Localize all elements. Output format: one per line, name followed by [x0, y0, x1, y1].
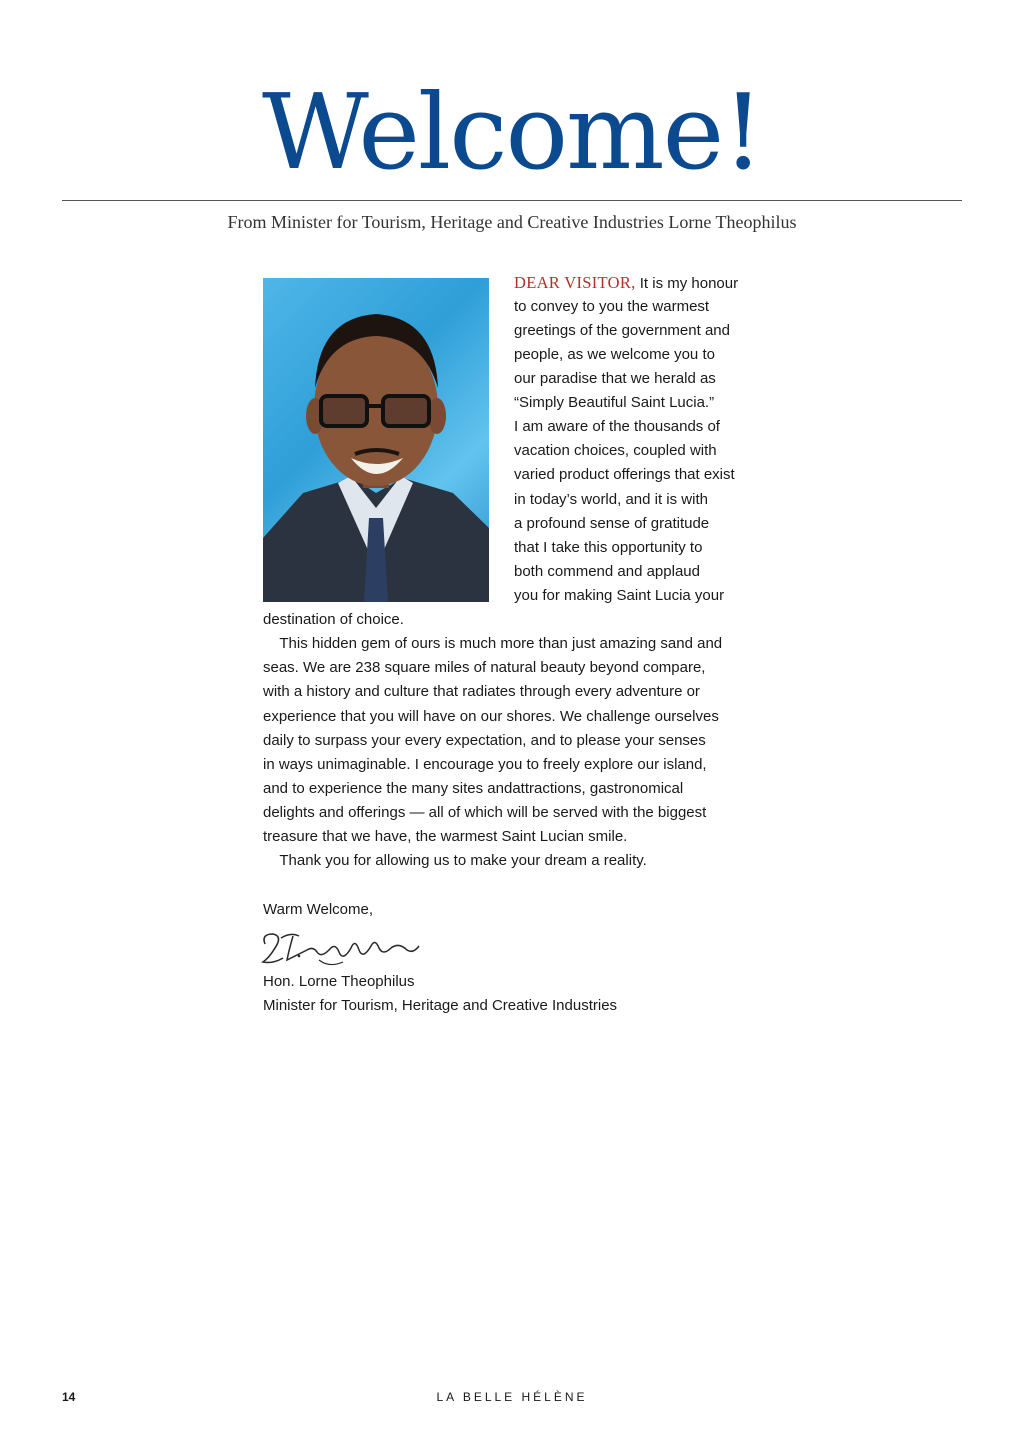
letter-line: both commend and applaud [514, 563, 700, 580]
letter-line: experience that you will have on our shores. We challenge ourselves [263, 708, 719, 725]
letter-line: with a history and culture that radiates through every adventure or [263, 683, 700, 700]
page-title: Welcome! [261, 71, 763, 193]
closing: Warm Welcome, [263, 901, 374, 918]
letter-line: varied product offerings that exist [514, 466, 735, 483]
signatory-title: Minister for Tourism, Heritage and Creative Industries [263, 997, 618, 1014]
salutation: DEAR VISITOR, [514, 273, 636, 292]
minister-portrait [263, 278, 489, 602]
page-number: 14 [62, 1390, 76, 1404]
letter-line: to convey to you the warmest [514, 298, 710, 315]
letter-line-text: It is my honour [635, 275, 739, 292]
letter-line: you for making Saint Lucia your [514, 587, 725, 604]
signatory-name: Hon. Lorne Theophilus [263, 973, 415, 990]
letter-line: “Simply Beautiful Saint Lucia.” [514, 394, 715, 411]
letter-line: our paradise that we herald as [514, 370, 716, 387]
letter-line: destination of choice. [263, 611, 404, 628]
letter-line: and to experience the many sites andattractions, gastronomical [263, 780, 684, 797]
letter-line: a profound sense of gratitude [514, 515, 710, 532]
signature-image [259, 928, 423, 970]
letter-line: Thank you for allowing us to make your dream a reality. [263, 852, 647, 869]
letter-line: people, as we welcome you to [514, 346, 715, 363]
letter-line: I am aware of the thousands of [514, 418, 720, 435]
letter-line: seas. We are 238 square miles of natural beauty beyond compare, [263, 659, 706, 676]
letter-line: daily to surpass your every expectation, and to please your senses [263, 732, 706, 749]
letter-line: This hidden gem of ours is much more than just amazing sand and [263, 635, 723, 652]
letter-line: in today’s world, and it is with [514, 491, 708, 508]
letter-line: treasure that we have, the warmest Saint Lucian smile. [263, 828, 628, 845]
letter-line: greetings of the government and [514, 322, 730, 339]
title-divider [62, 200, 962, 201]
page-subtitle: From Minister for Tourism, Heritage and Creative Industries Lorne Theophilus [227, 212, 797, 232]
letter-line: delights and offerings — all of which will be served with the biggest [263, 804, 707, 821]
magazine-name: LA BELLE HÉLÈNE [436, 1390, 588, 1404]
letter-line: in ways unimaginable. I encourage you to freely explore our island, [263, 756, 707, 773]
letter-line: vacation choices, coupled with [514, 442, 717, 459]
letter-line: that I take this opportunity to [514, 539, 703, 556]
letter-line [514, 271, 738, 296]
